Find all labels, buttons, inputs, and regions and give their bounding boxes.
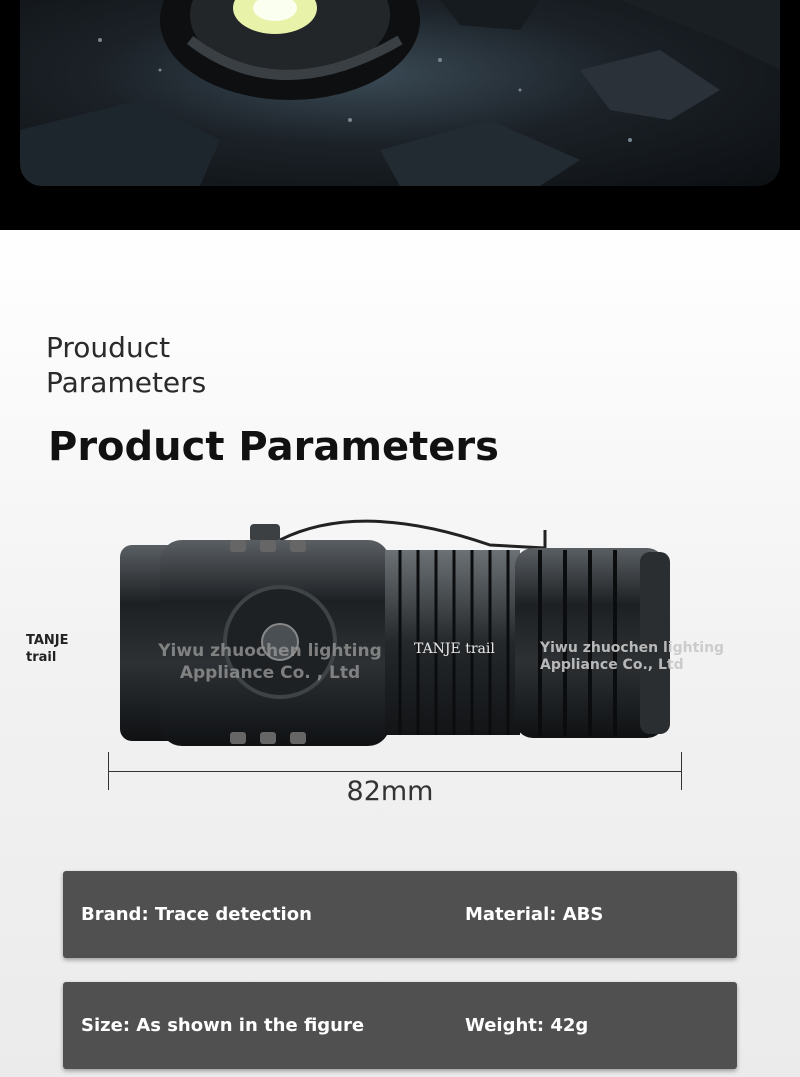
- dimension-label: 82mm: [346, 776, 434, 807]
- dimension-line: [108, 771, 682, 772]
- dimension-tick-right: [681, 752, 682, 790]
- company-watermark-right: Yiwu zhuochen lighting Appliance Co., Ltd: [540, 640, 725, 673]
- brand-param: Brand: Trace detection: [81, 904, 312, 925]
- size-param: Size: As shown in the figure: [81, 1015, 365, 1036]
- flashlight-rock-scene: [20, 0, 780, 186]
- brand-watermark-left: TANJE trail: [26, 633, 69, 665]
- company-watermark-center: Yiwu zhuochen lighting Appliance Co. , Ltd: [158, 641, 382, 683]
- hero-banner: [0, 0, 800, 230]
- param-row-1: [63, 871, 737, 958]
- hero-image: [20, 0, 780, 186]
- brand-watermark-product: TANJE trail: [414, 641, 495, 657]
- weight-param: Weight: 42g: [465, 1015, 589, 1036]
- flashlight-image: [100, 510, 700, 750]
- section-subtitle: Prouduct Parameters: [46, 331, 207, 399]
- page-title: Product Parameters: [48, 424, 499, 470]
- material-param: Material: ABS: [465, 904, 604, 925]
- param-row-2: [63, 982, 737, 1069]
